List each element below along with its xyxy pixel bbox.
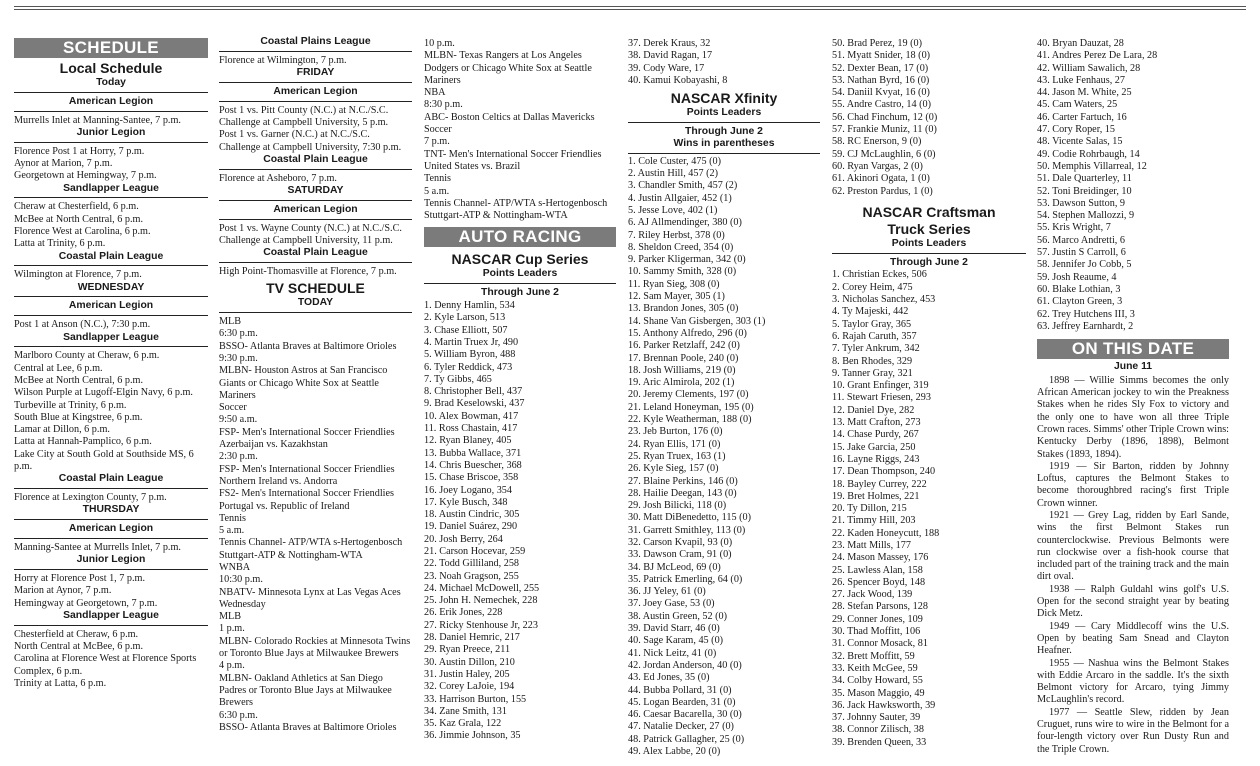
- tv-line: 5 a.m.: [424, 185, 450, 197]
- standings-row: 9. Brad Keselowski, 437: [424, 398, 525, 410]
- standings-row: 17. Dean Thompson, 240: [832, 466, 936, 478]
- history-entry: 1898 — Willie Simms becomes the only African American jockey to win the Preakness Stakes when he rides Sly Fox to victory and the only one to have won all three Triple Crown races. Simms' other Triple Crown wins: Kentucky Derby (1896, 1898), Belmont Stakes (1893, 1894).: [1037, 374, 1229, 460]
- game-line: Post 1 vs. Pitt County (N.C.) at N.C./S.C. Challenge at Campbell University, 5 p.m.: [219, 104, 389, 128]
- tv-line: Soccer: [219, 402, 247, 414]
- on-this-date-section-title: ON THIS DATE: [1037, 339, 1229, 359]
- tv-line: FSP- Men's International Soccer Friendlies Azerbaijan vs. Kazakhstan: [219, 426, 395, 451]
- standings-row: 37. Joey Gase, 53 (0): [628, 598, 715, 610]
- tv-line: MLBN- Oakland Athletics at San Diego Padres or Toronto Blue Jays at Milwaukee Brewers: [219, 672, 392, 709]
- standings-row: 50. Brad Perez, 19 (0): [832, 38, 922, 49]
- standings-row: 42. Jordan Anderson, 40 (0): [628, 659, 742, 671]
- standings-row: 6. AJ Allmendinger, 380 (0): [628, 217, 742, 229]
- tv-line: 7 p.m.: [424, 136, 450, 148]
- tv-line: NBA: [424, 87, 446, 99]
- game-line: North Central at McBee, 6 p.m.: [14, 641, 144, 653]
- standings-row: 22. Todd Gilliland, 258: [424, 558, 520, 570]
- cup-standings: [424, 300, 616, 743]
- tv-line: FS2- Men's International Soccer Friendlies Portugal vs. Republic of Ireland: [219, 488, 394, 512]
- standings-row: 24. Michael McDowell, 255: [424, 582, 540, 594]
- tv-line: 9:50 a.m.: [219, 414, 258, 426]
- game-line: Marion at Aynor, 7 p.m.: [14, 585, 112, 597]
- standings-row: 58. RC Enerson, 9 (0): [832, 136, 922, 148]
- standings-row: 52. Toni Breidinger, 10: [1037, 185, 1132, 197]
- game-line: Lake City at South Gold at Southside MS, 6 p.m.: [14, 448, 194, 473]
- standings-row: 36. JJ Yeley, 61 (0): [628, 586, 706, 598]
- game-line: South Blue at Kingstree, 6 p.m.: [14, 411, 143, 423]
- standings-row: 55. Andre Castro, 14 (0): [832, 99, 932, 111]
- standings-row: 53. Dawson Sutton, 9: [1037, 197, 1126, 209]
- standings-row: 16. Layne Riggs, 243: [832, 453, 920, 465]
- standings-row: 40. Sage Karam, 45 (0): [628, 635, 724, 647]
- game-line: High Point-Thomasville at Florence, 7 p.m.: [219, 265, 397, 277]
- standings-row: 3. Chandler Smith, 457 (2): [628, 180, 738, 192]
- game-line: Latta at Trinity, 6 p.m.: [14, 238, 106, 250]
- standings-row: 6. Tyler Reddick, 473: [424, 361, 513, 373]
- standings-row: 18. Josh Williams, 219 (0): [628, 364, 736, 376]
- tv-day-header: TODAY: [219, 297, 412, 313]
- tv-line: 6:30 p.m.: [219, 328, 258, 340]
- tv-line: NBATV- Minnesota Lynx at Las Vegas Aces: [219, 586, 401, 598]
- standings-row: 48. Vicente Salas, 15: [1037, 136, 1123, 148]
- standings-row: 11. Ross Chastain, 417: [424, 423, 518, 435]
- standings-row: 31. Justin Haley, 205: [424, 668, 510, 680]
- standings-row: 8. Ben Rhodes, 329: [832, 355, 913, 367]
- league-header: Junior Legion: [14, 127, 208, 143]
- standings-row: 5. Taylor Gray, 365: [832, 318, 912, 330]
- game-line: Post 1 vs. Wayne County (N.C.) at N.C./S.C. Challenge at Campbell University, 11 p.m.: [219, 222, 402, 246]
- tv-line: Tennis: [424, 173, 452, 185]
- standings-row: 3. Nicholas Sanchez, 453: [832, 294, 936, 306]
- standings-row: 21. Carson Hocevar, 259: [424, 545, 526, 557]
- standings-row: 12. Daniel Dye, 282: [832, 404, 915, 416]
- standings-row: 51. Myatt Snider, 18 (0): [832, 50, 931, 62]
- standings-row: 13. Brandon Jones, 305 (0): [628, 303, 739, 315]
- cup-standings-continued: [628, 38, 820, 87]
- standings-row: 59. CJ McLaughlin, 6 (0): [832, 148, 936, 160]
- game-line: Hemingway at Georgetown, 7 p.m.: [14, 597, 158, 609]
- game-line: Florence West at Carolina, 6 p.m.: [14, 225, 151, 237]
- standings-row: 26. Kyle Sieg, 157 (0): [628, 463, 719, 475]
- tv-auto-column: [424, 38, 616, 762]
- standings-row: 30. Austin Dillon, 210: [424, 656, 515, 668]
- top-rule-2: [14, 9, 1246, 10]
- standings-row: 29. Conner Jones, 109: [832, 613, 923, 625]
- standings-row: 61. Akinori Ogata, 1 (0): [832, 173, 930, 185]
- league-header: American Legion: [219, 204, 412, 220]
- standings-row: 56. Marco Andretti, 6: [1037, 234, 1125, 246]
- standings-row: 61. Clayton Green, 3: [1037, 296, 1123, 308]
- standings-row: 22. Kaden Honeycutt, 188: [832, 527, 940, 539]
- standings-row: 38. Austin Green, 52 (0): [628, 610, 728, 622]
- standings-row: 46. Carter Fartuch, 16: [1037, 111, 1127, 123]
- game-line: Florence at Asheboro, 7 p.m.: [219, 172, 337, 184]
- standings-row: 1. Cole Custer, 475 (0): [628, 155, 721, 167]
- standings-row: 4. Martin Truex Jr, 490: [424, 336, 519, 348]
- tv-line: FSP- Men's International Soccer Friendlies Northern Ireland vs. Andorra: [219, 463, 395, 487]
- standings-row: 49. Alex Labbe, 20 (0): [628, 746, 721, 758]
- game-line: Post 1 at Anson (N.C.), 7:30 p.m.: [14, 319, 151, 331]
- standings-row: 34. Colby Howard, 55: [832, 675, 923, 687]
- game-line: Florence Post 1 at Horry, 7 p.m.: [14, 145, 145, 157]
- game-line: Chesterfield at Cheraw, 6 p.m.: [14, 628, 139, 640]
- standings-row: 62. Trey Hutchens III, 3: [1037, 308, 1135, 320]
- tv-line: 10:30 p.m.: [219, 574, 263, 586]
- standings-row: 19. Bret Holmes, 221: [832, 490, 920, 502]
- standings-row: 11. Ryan Sieg, 308 (0): [628, 278, 720, 290]
- on-this-date-date: June 11: [1113, 361, 1153, 373]
- standings-row: 38. David Ragan, 17: [628, 50, 713, 62]
- xfinity-standings: [628, 156, 820, 759]
- league-header: Sandlapper League: [14, 332, 208, 348]
- game-line: Florence at Wilmington, 7 p.m.: [219, 54, 347, 66]
- standings-row: 32. Corey LaJoie, 194: [424, 681, 515, 693]
- standings-row: 9. Tanner Gray, 321: [832, 367, 913, 379]
- standings-row: 16. Joey Logano, 354: [424, 484, 512, 496]
- standings-row: 45. Cam Waters, 25: [1037, 99, 1118, 111]
- tv-line: BSSO- Atlanta Braves at Baltimore Orioles: [219, 721, 397, 733]
- league-header: Sandlapper League: [14, 183, 208, 199]
- game-line: Turbeville at Trinity, 6 p.m.: [14, 399, 127, 411]
- league-header: Coastal Plain League: [219, 154, 412, 170]
- standings-row: 54. Stephen Mallozzi, 9: [1037, 210, 1135, 222]
- standings-row: 17. Kyle Busch, 348: [424, 496, 508, 508]
- tv-line: 4 p.m.: [219, 660, 245, 672]
- standings-row: 19. Aric Almirola, 202 (1): [628, 377, 735, 389]
- standings-row: 60. Ryan Vargas, 2 (0): [832, 160, 923, 172]
- tv-listing: [219, 316, 412, 734]
- standings-row: 34. BJ McLeod, 69 (0): [628, 561, 721, 573]
- standings-row: 31. Garrett Smithley, 113 (0): [628, 524, 746, 536]
- standings-row: 36. Jimmie Johnson, 35: [424, 730, 521, 742]
- standings-row: 26. Spencer Boyd, 148: [832, 576, 926, 588]
- truck-standings: [832, 269, 1026, 749]
- game-line: Aynor at Marion, 7 p.m.: [14, 157, 113, 169]
- standings-row: 32. Carson Kvapil, 93 (0): [628, 537, 733, 548]
- standings-row: 30. Matt DiBenedetto, 115 (0): [628, 512, 751, 524]
- game-line: McBee at North Central, 6 p.m.: [14, 374, 144, 386]
- standings-row: 34. Zane Smith, 131: [424, 705, 507, 717]
- standings-row: 63. Jeffrey Earnhardt, 2: [1037, 320, 1134, 332]
- standings-row: 10. Sammy Smith, 328 (0): [628, 266, 737, 278]
- tv-line: 9:30 p.m.: [219, 352, 258, 364]
- standings-row: 19. Daniel Suárez, 290: [424, 521, 518, 533]
- standings-row: 20. Josh Berry, 264: [424, 533, 503, 545]
- standings-row: 35. Mason Maggio, 49: [832, 687, 925, 699]
- cup-subtitle: Points Leaders: [424, 268, 616, 284]
- local-schedule-heading: Local Schedule: [59, 60, 163, 76]
- standings-row: 44. Bubba Pollard, 31 (0): [628, 684, 732, 696]
- league-header: Coastal Plains League: [219, 36, 412, 52]
- day-header: THURSDAY: [14, 504, 208, 520]
- game-line: Horry at Florence Post 1, 7 p.m.: [14, 573, 146, 585]
- standings-row: 1. Christian Eckes, 506: [832, 269, 927, 281]
- standings-row: 24. Mason Massey, 176: [832, 552, 929, 564]
- cup-through: Through June 2: [481, 287, 559, 299]
- xfinity-note: Wins in parentheses: [628, 138, 820, 153]
- tv-line: 6:30 p.m.: [219, 709, 258, 721]
- standings-row: 12. Ryan Blaney, 405: [424, 435, 512, 447]
- standings-row: 1. Denny Hamlin, 534: [424, 300, 515, 312]
- xfinity-through: Through June 2: [685, 125, 763, 137]
- truck-subtitle: Points Leaders: [832, 238, 1026, 254]
- standings-row: 21. Leland Honeyman, 195 (0): [628, 401, 754, 413]
- standings-row: 23. Matt Mills, 177: [832, 539, 911, 551]
- standings-row: 42. William Sawalich, 28: [1037, 62, 1141, 74]
- league-header: American Legion: [219, 86, 412, 102]
- game-line: Carolina at Florence West at Florence Sports Complex, 6 p.m.: [14, 653, 197, 677]
- tv-line: Wednesday: [219, 598, 266, 610]
- standings-row: 5. Jesse Love, 402 (1): [628, 204, 718, 216]
- day-header: FRIDAY: [219, 67, 412, 83]
- standings-row: 20. Jeremy Clements, 197 (0): [628, 389, 749, 401]
- standings-row: 29. Ryan Preece, 211: [424, 644, 511, 656]
- standings-row: 37. Derek Kraus, 32: [628, 38, 711, 49]
- standings-row: 33. Dawson Cram, 91 (0): [628, 549, 732, 561]
- standings-row: 27. Ricky Stenhouse Jr, 223: [424, 619, 538, 631]
- standings-row: 40. Bryan Dauzat, 28: [1037, 38, 1124, 49]
- standings-row: 20. Ty Dillon, 215: [832, 503, 907, 515]
- standings-row: 39. Brenden Queen, 33: [832, 736, 927, 748]
- game-line: Trinity at Latta, 6 p.m.: [14, 677, 107, 689]
- standings-row: 24. Ryan Ellis, 171 (0): [628, 438, 721, 450]
- standings-row: 53. Nathan Byrd, 16 (0): [832, 74, 930, 86]
- standings-row: 7. Ty Gibbs, 465: [424, 373, 492, 385]
- standings-row: 11. Stewart Friesen, 293: [832, 392, 931, 404]
- standings-row: 14. Shane Van Gisbergen, 303 (1): [628, 315, 766, 327]
- standings-row: 7. Riley Herbst, 378 (0): [628, 229, 725, 241]
- standings-row: 27. Blaine Perkins, 146 (0): [628, 475, 738, 487]
- standings-row: 26. Erik Jones, 228: [424, 607, 503, 619]
- standings-row: 40. Kamui Kobayashi, 8: [628, 74, 728, 86]
- standings-row: 4. Justin Allgaier, 452 (1): [628, 192, 732, 204]
- standings-row: 44. Jason M. White, 25: [1037, 87, 1132, 99]
- game-line: Latta at Hannah-Pamplico, 6 p.m.: [14, 436, 152, 448]
- tv-schedule-heading: TV SCHEDULE: [266, 280, 365, 297]
- standings-row: 62. Preston Pardus, 1 (0): [832, 185, 933, 197]
- day-header: SATURDAY: [219, 185, 412, 201]
- standings-row: 39. Cody Ware, 17: [628, 62, 705, 74]
- standings-row: 51. Dale Quarterley, 11: [1037, 173, 1132, 185]
- standings-row: 59. Josh Reaume, 4: [1037, 271, 1117, 283]
- tv-line: MLB: [219, 316, 242, 328]
- standings-row: 36. Jack Hawksworth, 39: [832, 699, 936, 711]
- auto-racing-section-title: AUTO RACING: [424, 227, 616, 247]
- game-line: McBee at North Central, 6 p.m.: [14, 213, 144, 225]
- standings-row: 2. Austin Hill, 457 (2): [628, 168, 718, 180]
- standings-row: 41. Andres Perez De Lara, 28: [1037, 50, 1158, 62]
- standings-row: 39. David Starr, 46 (0): [628, 623, 720, 635]
- tv-line: 1 p.m.: [219, 623, 245, 635]
- standings-row: 18. Bayley Currey, 222: [832, 478, 927, 490]
- schedule-section-title: SCHEDULE: [14, 38, 208, 58]
- standings-row: 57. Frankie Muniz, 11 (0): [832, 124, 937, 136]
- standings-row: 2. Kyle Larson, 513: [424, 312, 506, 324]
- standings-row: 41. Nick Leitz, 41 (0): [628, 647, 717, 659]
- standings-row: 33. Harrison Burton, 155: [424, 693, 527, 705]
- game-line: Cheraw at Chesterfield, 6 p.m.: [14, 201, 139, 213]
- history-entry: 1921 — Grey Lag, ridden by Earl Sande, wins the first Belmont Stakes run counterclockwise. Previous Belmonts were run clockwise over a fish-hook course that included part of the training track and the main dirt oval.: [1037, 509, 1229, 583]
- tv-listing-continued: [424, 38, 616, 222]
- standings-row: 49. Codie Rohrbaugh, 14: [1037, 148, 1140, 160]
- standings-row: 4. Ty Majeski, 442: [832, 306, 909, 318]
- league-header: Coastal Plain League: [219, 247, 412, 263]
- standings-row: 35. Kaz Grala, 122: [424, 718, 502, 730]
- standings-row: 28. Stefan Parsons, 128: [832, 601, 928, 613]
- truck-series-heading: NASCAR Craftsman Truck Series: [862, 203, 996, 237]
- standings-row: 48. Patrick Gallagher, 25 (0): [628, 733, 745, 745]
- game-line: Wilson Purple at Lugoff-Elgin Navy, 6 p.m.: [14, 387, 193, 399]
- on-this-date-entries: [1037, 375, 1229, 756]
- standings-row: 6. Rajah Caruth, 357: [832, 330, 917, 342]
- game-line: Wilmington at Florence, 7 p.m.: [14, 269, 142, 281]
- game-line: Florence at Lexington County, 7 p.m.: [14, 492, 167, 504]
- tv-line: Tennis: [219, 512, 247, 524]
- tv-line: Tennis Channel- ATP/WTA s-Hertogenbosch Stuttgart-ATP & Nottingham-WTA: [424, 197, 608, 222]
- standings-row: 12. Sam Mayer, 305 (1): [628, 291, 725, 303]
- standings-row: 38. Connor Zilisch, 38: [832, 724, 924, 736]
- standings-row: 56. Chad Finchum, 12 (0): [832, 111, 938, 123]
- standings-row: 25. Ryan Truex, 163 (1): [628, 450, 726, 462]
- history-entry: 1949 — Cary Middlecoff wins the U.S. Open by beating Sam Snead and Clayton Heafner.: [1037, 620, 1229, 657]
- league-header: Sandlapper League: [14, 610, 208, 626]
- standings-row: 13. Bubba Wallace, 371: [424, 447, 522, 459]
- game-line: Marlboro County at Cheraw, 6 p.m.: [14, 350, 160, 362]
- standings-row: 18. Austin Cindric, 305: [424, 509, 520, 521]
- standings-row: 35. Patrick Emerling, 64 (0): [628, 573, 743, 585]
- standings-row: 23. Jeb Burton, 176 (0): [628, 426, 723, 438]
- cup-xfinity-column: [628, 38, 820, 762]
- schedule-column-1: [14, 38, 208, 762]
- standings-row: 14. Chase Purdy, 267: [832, 429, 919, 441]
- standings-row: 23. Noah Gragson, 255: [424, 570, 519, 582]
- standings-row: 58. Jennifer Jo Cobb, 5: [1037, 259, 1132, 271]
- tv-line: MLBN- Texas Rangers at Los Angeles Dodgers or Chicago White Sox at Seattle Mariners: [424, 50, 592, 86]
- standings-row: 8. Sheldon Creed, 354 (0): [628, 241, 734, 253]
- schedule-column-2: [219, 36, 412, 760]
- standings-row: 33. Keith McGee, 59: [832, 662, 918, 674]
- history-entry: 1977 — Seattle Slew, ridden by Jean Cruguet, runs wire to wire in the Belmont for a four-length victory over Run Dusty Run and the Triple Crown.: [1037, 706, 1229, 755]
- standings-row: 45. Logan Bearden, 31 (0): [628, 696, 736, 708]
- tv-line: Tennis Channel- ATP/WTA s-Hertogenbosch Stuttgart-ATP & Nottingham-WTA: [219, 537, 403, 561]
- standings-row: 17. Brennan Poole, 240 (0): [628, 352, 739, 364]
- league-header: American Legion: [14, 96, 208, 112]
- standings-row: 13. Matt Crafton, 273: [832, 417, 921, 429]
- standings-row: 37. Johnny Sauter, 39: [832, 712, 921, 724]
- game-line: Post 1 vs. Garner (N.C.) at N.C./S.C. Challenge at Campbell University, 7:30 p.m.: [219, 129, 402, 153]
- standings-row: 29. Josh Bilicki, 118 (0): [628, 500, 727, 512]
- standings-row: 50. Memphis Villarreal, 12: [1037, 160, 1147, 172]
- truck-through: Through June 2: [890, 256, 968, 268]
- standings-row: 15. Anthony Alfredo, 296 (0): [628, 327, 747, 339]
- standings-row: 43. Ed Jones, 35 (0): [628, 672, 710, 684]
- game-line: Manning-Santee at Murrells Inlet, 7 p.m.: [14, 542, 181, 553]
- standings-row: 3. Chase Elliott, 507: [424, 324, 508, 336]
- top-rule: [14, 6, 1246, 7]
- standings-row: 46. Caesar Bacarella, 30 (0): [628, 709, 742, 721]
- standings-row: 54. Daniil Kvyat, 16 (0): [832, 87, 930, 99]
- standings-row: 10. Alex Bowman, 417: [424, 410, 519, 422]
- league-header: Coastal Plain League: [14, 251, 208, 267]
- standings-row: 25. John H. Nemechek, 228: [424, 595, 538, 607]
- standings-row: 22. Kyle Weatherman, 188 (0): [628, 414, 752, 426]
- tv-line: BSSO- Atlanta Braves at Baltimore Orioles: [219, 340, 397, 352]
- standings-row: 47. Natalie Decker, 27 (0): [628, 721, 734, 733]
- league-header: American Legion: [14, 300, 208, 316]
- standings-row: 9. Parker Kligerman, 342 (0): [628, 254, 746, 266]
- tv-line: WNBA: [219, 561, 251, 573]
- standings-row: 60. Blake Lothian, 3: [1037, 283, 1121, 295]
- cup-series-heading: NASCAR Cup Series: [451, 251, 589, 268]
- game-line: Central at Lee, 6 p.m.: [14, 362, 103, 374]
- standings-row: 55. Kris Wright, 7: [1037, 222, 1111, 234]
- game-line: Georgetown at Hemingway, 7 p.m.: [14, 170, 157, 182]
- standings-row: 47. Cory Roper, 15: [1037, 124, 1115, 136]
- history-entry: 1955 — Nashua wins the Belmont Stakes with Eddie Arcaro in the saddle. It's the sixth Belmont victory for Arcaro, tying Jimmy McLaughlin's record.: [1037, 657, 1229, 706]
- tv-line: ABC- Boston Celtics at Dallas Mavericks: [424, 111, 595, 123]
- standings-row: 28. Daniel Hemric, 217: [424, 632, 520, 644]
- standings-row: 2. Corey Heim, 475: [832, 281, 913, 293]
- history-entry: 1919 — Sir Barton, ridden by Johnny Loftus, captures the Belmont Stakes to become thoroughbred racing's first Triple Crown winner.: [1037, 460, 1229, 509]
- league-header: American Legion: [14, 523, 208, 539]
- xfinity-heading: NASCAR Xfinity: [670, 90, 778, 107]
- game-line: Murrells Inlet at Manning-Santee, 7 p.m.: [14, 114, 181, 126]
- tv-line: TNT- Men's International Soccer Friendlies United States vs. Brazil: [424, 148, 602, 172]
- game-line: Lamar at Dillon, 6 p.m.: [14, 424, 110, 436]
- league-header: Junior Legion: [14, 554, 208, 570]
- truck-history-column: [1037, 38, 1229, 762]
- tv-line: 5 a.m.: [219, 525, 245, 537]
- standings-row: 10. Grant Enfinger, 319: [832, 380, 929, 392]
- day-header: Today: [14, 77, 208, 93]
- standings-row: 32. Brett Moffitt, 59: [832, 650, 915, 662]
- standings-row: 57. Justin S Carroll, 6: [1037, 247, 1126, 259]
- xfinity-truck-column: [832, 38, 1026, 762]
- standings-row: 15. Jake Garcia, 250: [832, 441, 916, 453]
- standings-row: 52. Dexter Bean, 17 (0): [832, 62, 929, 74]
- history-entry: 1938 — Ralph Guldahl wins golf's U.S. Open for the second straight year by beating Dick Metz.: [1037, 583, 1229, 620]
- xfinity-standings-continued: [832, 38, 1026, 198]
- standings-row: 15. Chase Briscoe, 358: [424, 472, 519, 484]
- truck-standings-continued: [1037, 38, 1229, 333]
- standings-row: 7. Tyler Ankrum, 342: [832, 343, 920, 355]
- standings-row: 31. Connor Mosack, 81: [832, 638, 928, 650]
- league-header: Coastal Plain League: [14, 473, 208, 489]
- tv-line: Soccer: [424, 124, 452, 136]
- standings-row: 25. Lawless Alan, 158: [832, 564, 923, 576]
- standings-row: 14. Chris Buescher, 368: [424, 459, 522, 471]
- tv-line: MLBN- Houston Astros at San Francisco Giants or Chicago White Sox at Seattle Mariners: [219, 365, 388, 401]
- tv-line: 8:30 p.m.: [424, 99, 463, 111]
- standings-row: 30. Thad Moffitt, 106: [832, 626, 921, 638]
- standings-row: 27. Jack Wood, 139: [832, 589, 913, 601]
- tv-line: MLBN- Colorado Rockies at Minnesota Twins or Toronto Blue Jays at Milwaukee Brewers: [219, 635, 411, 660]
- standings-row: 8. Christopher Bell, 437: [424, 386, 523, 398]
- tv-line: 10 p.m.: [424, 38, 455, 49]
- standings-row: 43. Luke Fenhaus, 27: [1037, 74, 1125, 86]
- day-header: WEDNESDAY: [14, 282, 208, 298]
- standings-row: 28. Hailie Deegan, 143 (0): [628, 487, 737, 499]
- xfinity-subtitle: Points Leaders: [628, 107, 820, 123]
- standings-row: 21. Timmy Hill, 203: [832, 515, 916, 527]
- tv-line: 2:30 p.m.: [219, 451, 258, 463]
- tv-line: MLB: [219, 611, 242, 623]
- standings-row: 16. Parker Retzlaff, 242 (0): [628, 340, 740, 352]
- standings-row: 5. William Byron, 488: [424, 349, 516, 361]
